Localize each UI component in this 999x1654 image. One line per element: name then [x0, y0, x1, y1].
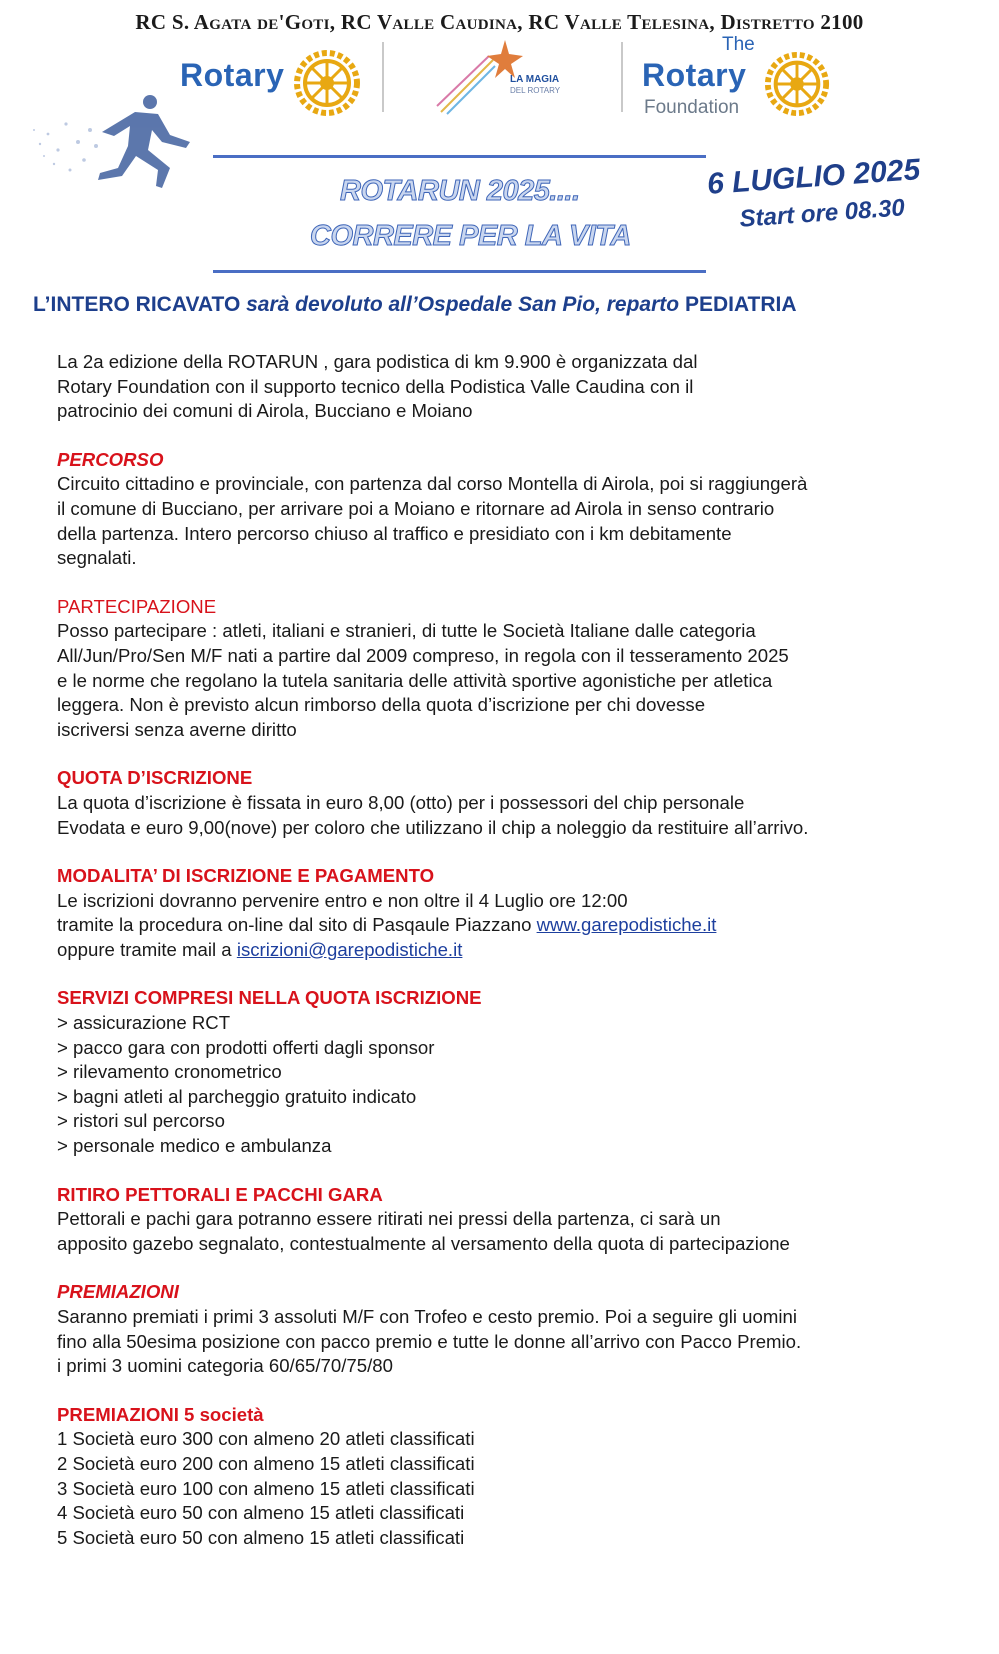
body-line: Evodata e euro 9,00(nove) per coloro che utilizzano il chip a noleggio da restituire all’arrivo.: [57, 816, 809, 838]
body-line: apposito gazebo segnalato, contestualmente al versamento della quota di partecipazione: [57, 1232, 790, 1254]
list-item: 1 Società euro 300 con almeno 20 atleti classificati: [57, 1428, 475, 1450]
dedication-bold: L’INTERO RICAVATO: [33, 293, 241, 316]
body-line: [57, 913, 987, 938]
dedication-ward: PEDIATRIA: [684, 293, 797, 316]
intro-line: La 2a edizione della ROTARUN , gara podistica di km 9.900 è organizzata dal: [57, 351, 698, 372]
section-heading: PREMIAZIONI 5 società: [57, 1403, 264, 1425]
section-heading: QUOTA D’ISCRIZIONE: [57, 767, 253, 789]
body-line: Saranno premiati i primi 3 assoluti M/F con Trofeo e cesto premio. Poi a seguire gli uomini: [57, 1306, 797, 1327]
list-item: > bagni atleti al parcheggio gratuito indicato: [57, 1085, 417, 1107]
list-item: 3 Società euro 100 con almeno 15 atleti classificati: [57, 1477, 475, 1499]
partecipazione-section: [57, 595, 987, 743]
foundation-rotary-text: Rotary: [642, 57, 747, 93]
start-time: Start ore 08.30: [738, 194, 906, 233]
section-heading: SERVIZI COMPRESI NELLA QUOTA ISCRIZIONE: [57, 987, 482, 1009]
rotary-logo-text: Rotary: [180, 57, 285, 93]
event-title: ROTARUN 2025....: [340, 175, 580, 207]
clubs-header: RC S. Agata de'Goti, RC Valle Caudina, RC Valle Telesina, Distretto 2100: [135, 10, 864, 34]
dedication-text: sarà devoluto all’Ospedale San Pio, reparto: [240, 293, 685, 316]
list-item: > assicurazione RCT: [57, 1012, 231, 1034]
body-line: Pettorali e pachi gara potranno essere ritirati nei pressi della partenza, ci sarà un: [57, 1208, 721, 1230]
body-line: il comune di Bucciano, per arrivare poi a Moiano e ritornare ad Airola in senso contrario: [57, 497, 775, 519]
body-line: La quota d’iscrizione è fissata in euro 8,00 (otto) per i possessori del chip personale: [57, 791, 745, 813]
magia-logo-text: LA MAGIA DEL ROTARY: [510, 74, 561, 95]
mail-link[interactable]: iscrizioni@garepodistiche.it: [236, 938, 463, 960]
list-item: 5 Società euro 50 con almeno 15 atleti classificati: [57, 1526, 465, 1548]
body-line: leggera. Non è previsto alcun rimborso della quota d’iscrizione per chi dovesse: [57, 694, 706, 716]
body-line: Circuito cittadino e provinciale, con partenza dal corso Montella di Airola, poi si raggiungerà: [57, 473, 808, 495]
premiazioni-section: [57, 1280, 987, 1378]
body-line: fino alla 50esima posizione con pacco premio e tutte le donne all’arrivo con Pacco Premio.: [57, 1330, 802, 1352]
section-heading: RITIRO PETTORALI E PACCHI GARA: [57, 1183, 383, 1205]
list-item: 4 Società euro 50 con almeno 15 atleti classificati: [57, 1502, 465, 1524]
list-item: 2 Società euro 200 con almeno 15 atleti classificati: [57, 1452, 475, 1474]
body-line: segnalati.: [57, 547, 137, 569]
body-line: iscriversi senza averne diritto: [57, 718, 297, 740]
section-heading: PARTECIPAZIONE: [57, 595, 217, 617]
main-content: [57, 350, 987, 1550]
logo-divider: [621, 42, 623, 112]
rotary-wheel-icon: [292, 48, 362, 118]
premiazioni-societa-section: [57, 1403, 987, 1551]
body-line: All/Jun/Pro/Sen M/F nati a partire dal 2009 compreso, in regola con il tesseramento 2025: [57, 644, 789, 666]
section-heading: MODALITA’ DI ISCRIZIONE E PAGAMENTO: [57, 865, 435, 887]
intro-line: Rotary Foundation con il supporto tecnico della Podistica Valle Caudina con il: [57, 375, 694, 397]
quota-section: [57, 766, 987, 840]
body-line: [57, 938, 987, 963]
ritiro-section: [57, 1183, 987, 1257]
intro-section: [57, 350, 987, 424]
percorso-section: [57, 448, 987, 571]
foundation-word-text: Foundation: [644, 97, 740, 118]
body-line: e le norme che regolano la tutela sanitaria delle attività sportive agonistiche per atletica: [57, 669, 773, 691]
site-link[interactable]: www.garepodistiche.it: [536, 914, 717, 936]
mail-prefix: oppure tramite mail a: [57, 938, 237, 960]
foundation-the-text: The: [722, 34, 755, 55]
servizi-section: [57, 986, 987, 1158]
list-item: > personale medico e ambulanza: [57, 1135, 332, 1157]
event-date: 6 LUGLIO 2025: [706, 153, 922, 201]
section-heading: PREMIAZIONI: [57, 1281, 179, 1303]
modalita-section: [57, 864, 987, 962]
body-line: Le iscrizioni dovranno pervenire entro e non oltre il 4 Luglio ore 12:00: [57, 889, 628, 911]
section-heading: PERCORSO: [57, 448, 164, 470]
runner-particles-icon: [30, 90, 230, 210]
banner-top-line: [213, 155, 706, 158]
foundation-wheel-icon: [763, 50, 831, 118]
dedication-line: [33, 293, 973, 317]
body-line: i primi 3 uomini categoria 60/65/70/75/80: [57, 1355, 393, 1377]
intro-line: patrocinio dei comuni di Airola, Bucciano e Moiano: [57, 400, 473, 422]
body-line: Posso partecipare : atleti, italiani e stranieri, di tutte le Società Italiane dalle categoria: [57, 620, 756, 642]
site-prefix: tramite la procedura on-line dal sito di Pasqaule Piazzano: [57, 914, 537, 936]
banner-bottom-line: [213, 270, 706, 273]
list-item: > rilevamento cronometrico: [57, 1061, 282, 1083]
body-line: della partenza. Intero percorso chiuso al traffico e presidiato con i km debitamente: [57, 522, 732, 544]
list-item: > ristori sul percorso: [57, 1110, 225, 1132]
logo-divider: [382, 42, 384, 112]
list-item: > pacco gara con prodotti offerti dagli sponsor: [57, 1036, 435, 1058]
event-subtitle: CORRERE PER LA VITA: [310, 220, 631, 252]
date-block: [706, 153, 924, 236]
